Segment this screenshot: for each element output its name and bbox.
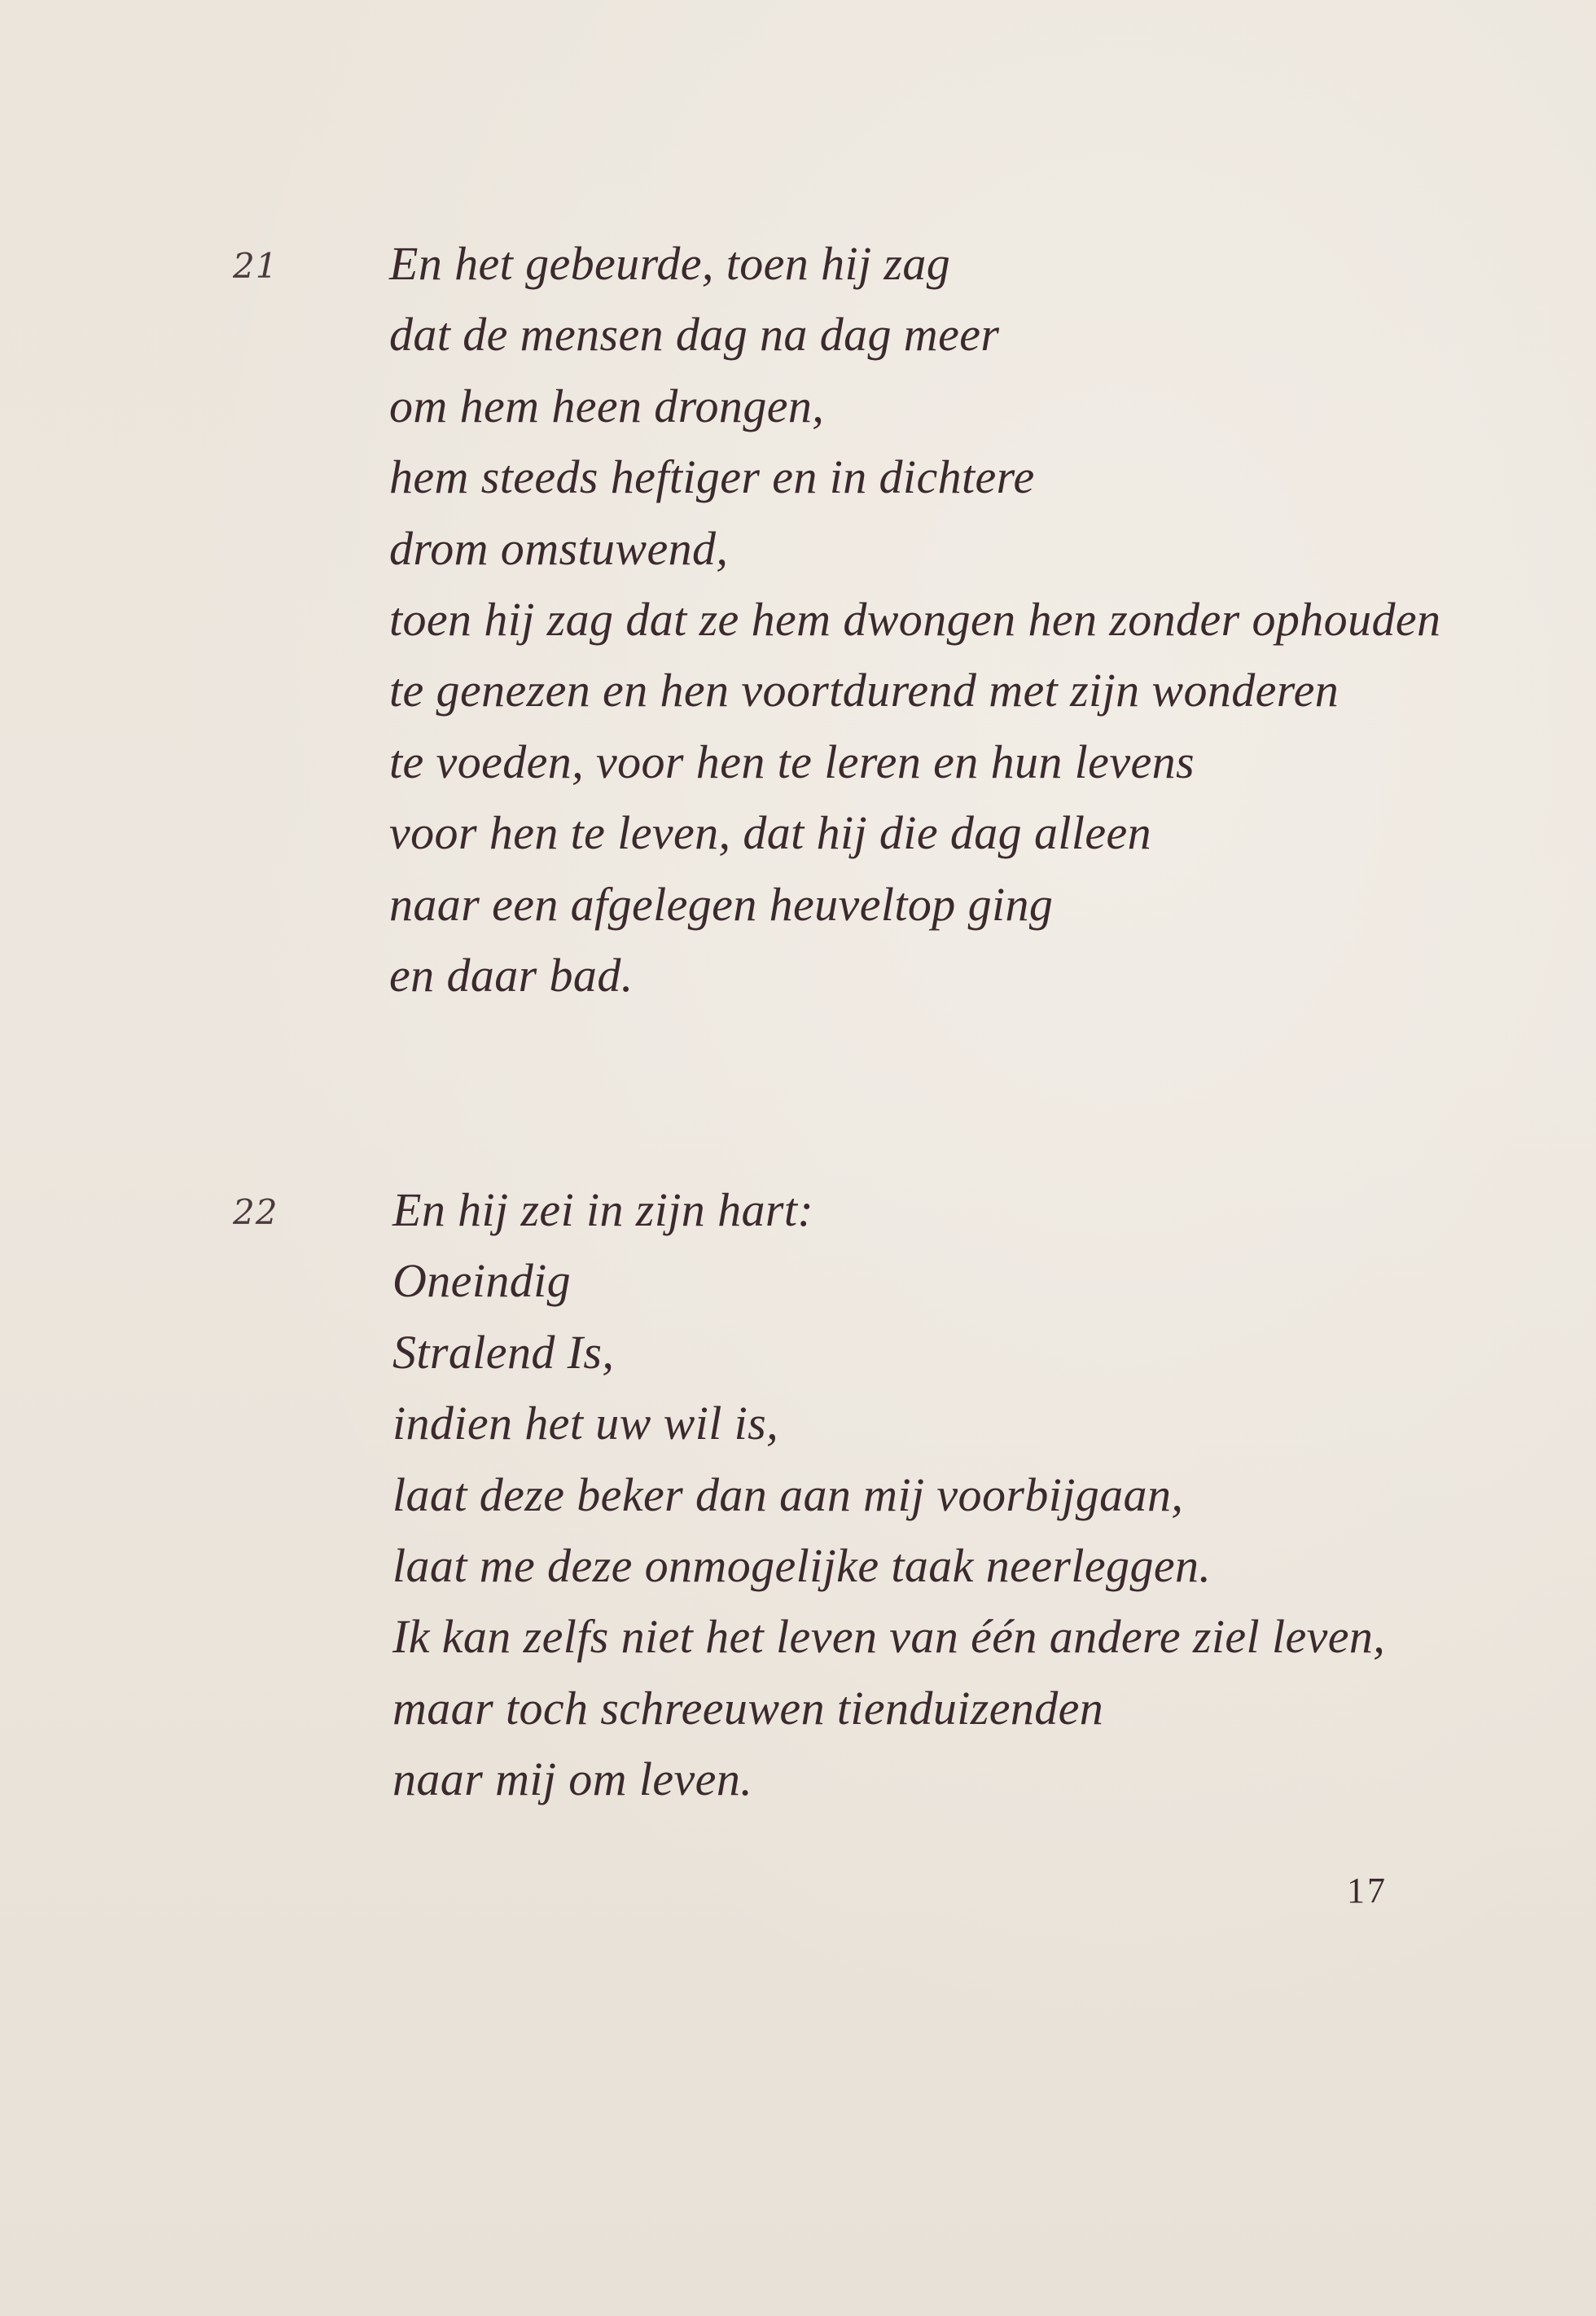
verse-line: en daar bad. [389,948,634,1002]
verse-line: hem steeds heftiger en in dichtere [389,450,1035,504]
verse-line: Stralend Is, [392,1325,615,1379]
verse-line: toen hij zag dat ze hem dwongen hen zonder ophouden [389,592,1441,646]
verse-line: voor hen te leven, dat hij die dag alleen [389,806,1152,860]
verse-lines [389,228,1440,1011]
verse-line: laat me deze onmogelijke taak neerleggen. [392,1538,1212,1592]
verse-line: naar een afgelegen heuveltop ging [389,877,1054,931]
verse-line: drom omstuwend, [389,521,729,575]
verse-line: dat de mensen dag na dag meer [389,308,1000,362]
verse-number: 21 [233,246,278,286]
verse-line: laat deze beker dan aan mij voorbijgaan, [392,1467,1184,1521]
verse-line: indien het uw wil is, [392,1397,779,1450]
verse-line: te voeden, voor hen te leren en hun levens [389,735,1195,788]
verse-line: Ik kan zelfs niet het leven van één andere ziel leven, [392,1610,1386,1664]
verse-line: En het gebeurde, toen hij zag [389,237,951,290]
verse-line: Oneindig [392,1254,572,1308]
verse-line: maar toch schreeuwen tienduizenden [392,1681,1104,1735]
verse-lines [392,1174,1385,1815]
verse-line: naar mij om leven. [392,1752,753,1806]
verse-line: En hij zei in zijn hart: [392,1183,814,1236]
verse-line: om hem heen drongen, [389,379,825,432]
verse-line: te genezen en hen voortdurend met zijn wonderen [389,664,1340,717]
page-number: 17 [1347,1871,1388,1910]
verse-number: 22 [233,1192,278,1232]
